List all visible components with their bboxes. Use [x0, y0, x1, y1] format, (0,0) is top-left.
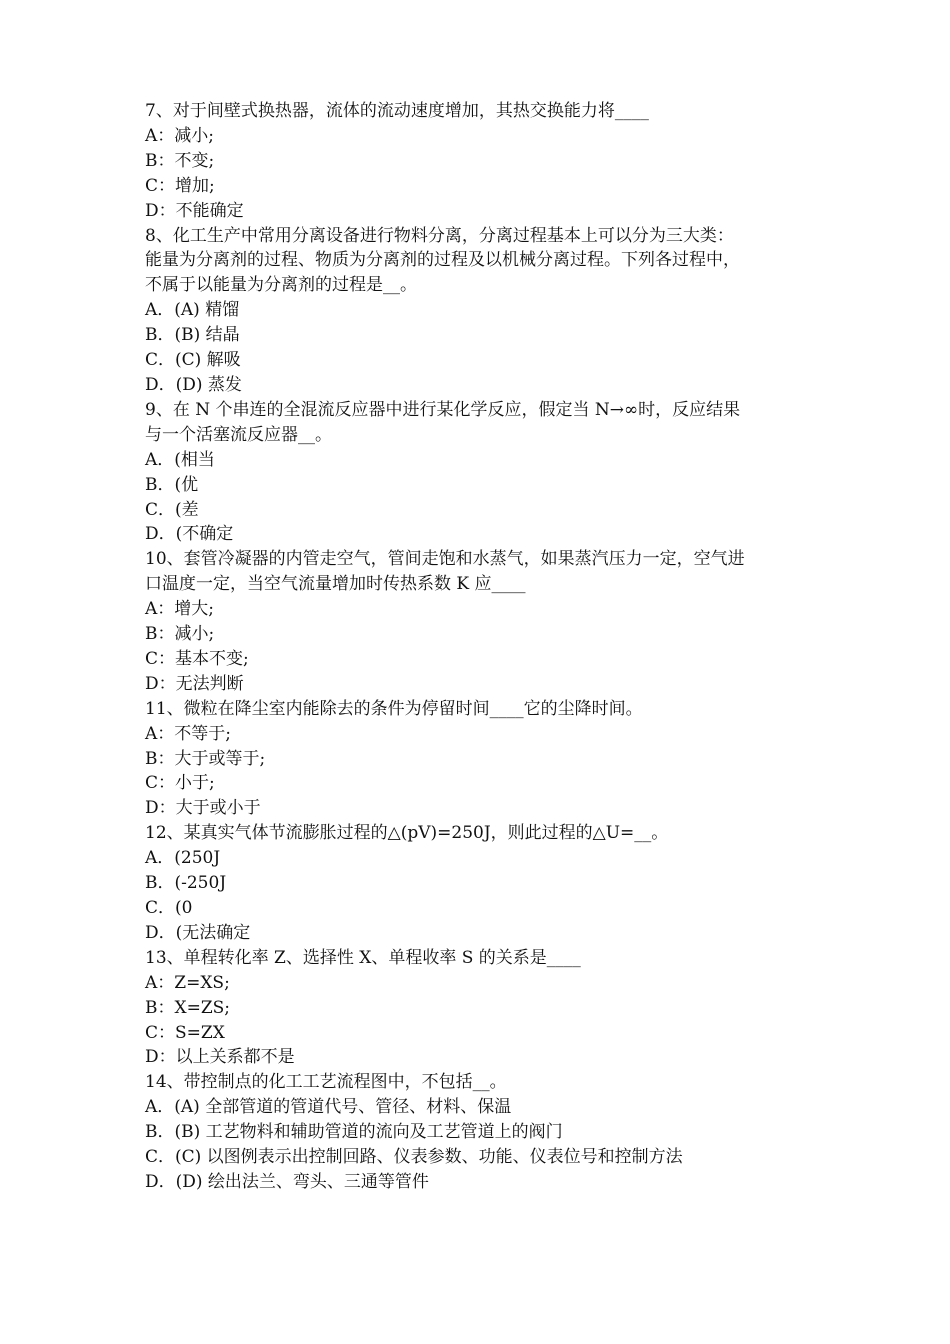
question-11-option-b: B：大于或等于; — [145, 748, 266, 769]
question-14-option-c: C．(C) 以图例表示出控制回路、仪表参数、功能、仪表位号和控制方法 — [145, 1147, 683, 1168]
question-10-option-b: B：减小; — [145, 624, 215, 645]
question-13-option-b: B：X=ZS; — [145, 997, 231, 1018]
question-7-option-a: A：减小; — [145, 125, 215, 146]
question-7-option-c: C：增加; — [145, 175, 215, 196]
question-14-option-b: B．(B) 工艺物料和辅助管道的流向及工艺管道上的阀门 — [145, 1122, 563, 1143]
question-12-option-b: B．(-250J — [145, 873, 227, 894]
question-13-option-a: A：Z=XS; — [145, 972, 230, 993]
question-8-stem-line-1: 8、化工生产中常用分离设备进行物料分离，分离过程基本上可以分为三大类： — [145, 225, 734, 246]
question-10-option-a: A：增大; — [145, 599, 215, 620]
question-10-option-d: D：无法判断 — [145, 673, 244, 694]
question-13-option-c: C：S=ZX — [145, 1022, 225, 1043]
question-14-option-a: A．(A) 全部管道的管道代号、管径、材料、保温 — [145, 1097, 512, 1118]
question-7-option-d: D：不能确定 — [145, 200, 244, 221]
question-13-stem: 13、单程转化率 Z、选择性 X、单程收率 S 的关系是____ — [145, 947, 581, 968]
question-7-stem: 7、对于间壁式换热器，流体的流动速度增加，其热交换能力将____ — [145, 101, 649, 121]
question-7-option-b: B：不变; — [145, 150, 215, 171]
question-11-stem: 11、微粒在降尘室内能除去的条件为停留时间____它的尘降时间。 — [145, 698, 643, 719]
question-12-option-d: D．(无法确定 — [145, 922, 251, 943]
question-8-option-a: A．(A) 精馏 — [145, 300, 240, 321]
question-14-stem: 14、带控制点的化工工艺流程图中，不包括__。 — [145, 1072, 507, 1093]
question-9-option-c: C．(差 — [145, 499, 199, 520]
question-9-option-a: A．(相当 — [145, 449, 215, 470]
question-8-stem-line-2: 能量为分离剂的过程、物质为分离剂的过程及以机械分离过程。下列各过程中， — [145, 250, 740, 271]
question-12-stem: 12、某真实气体节流膨胀过程的△(pV)=250J，则此过程的△U=__。 — [145, 823, 669, 844]
question-11-option-c: C：小于; — [145, 773, 215, 794]
question-8-option-b: B．(B) 结晶 — [145, 325, 240, 346]
question-11-option-a: A：不等于; — [145, 723, 232, 744]
question-13-option-d: D：以上关系都不是 — [145, 1047, 295, 1068]
question-9-option-d: D．(不确定 — [145, 524, 234, 545]
question-8-option-d: D．(D) 蒸发 — [145, 374, 242, 395]
question-9-stem-line-2: 与一个活塞流反应器__。 — [145, 424, 332, 445]
document-body — [145, 99, 825, 1195]
question-10-stem-line-2: 口温度一定，当空气流量增加时传热系数 K 应____ — [145, 574, 526, 595]
question-14-option-d: D．(D) 绘出法兰、弯头、三通等管件 — [145, 1171, 429, 1192]
question-9-option-b: B．(优 — [145, 474, 199, 495]
question-12-option-a: A．(250J — [145, 848, 221, 869]
question-10-option-c: C：基本不变; — [145, 648, 249, 669]
question-8-option-c: C．(C) 解吸 — [145, 350, 241, 371]
question-10-stem-line-1: 10、套管冷凝器的内管走空气，管间走饱和水蒸气，如果蒸汽压力一定，空气进 — [145, 549, 745, 570]
question-8-stem-line-3: 不属于以能量为分离剂的过程是__。 — [145, 275, 417, 296]
question-11-option-d: D：大于或小于 — [145, 798, 261, 819]
question-12-option-c: C．(0 — [145, 898, 193, 918]
question-9-stem-line-1: 9、在 N 个串连的全混流反应器中进行某化学反应，假定当 N→∞时，反应结果 — [145, 399, 741, 420]
